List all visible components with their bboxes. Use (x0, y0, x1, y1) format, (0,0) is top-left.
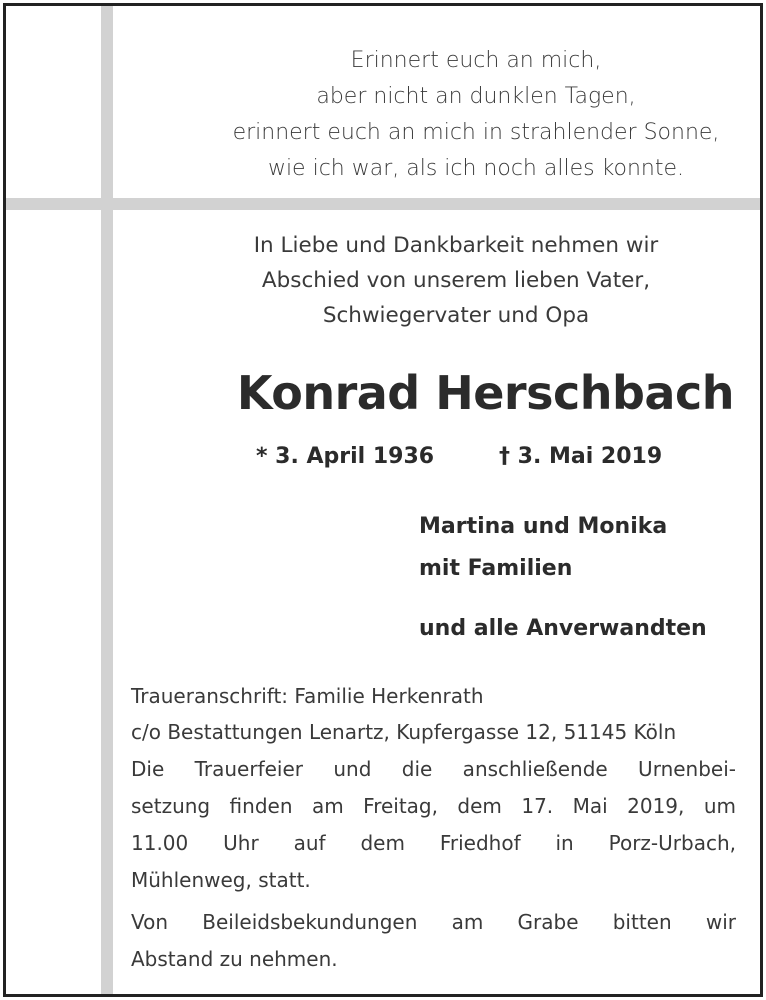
poem (211, 43, 741, 187)
intro-line: Abschied von unserem lieben Vater, (261, 268, 651, 293)
cross-horizontal-bar (6, 198, 760, 210)
poem-line: aber nicht an dunklen Tagen, (316, 84, 636, 109)
condolence-line: Von Beileidsbekundungen am Grabe bitten wir (131, 910, 736, 934)
death-date: † 3. Mai 2019 (499, 444, 663, 469)
life-dates (256, 444, 736, 474)
intro-line: In Liebe und Dankbarkeit nehmen wir (253, 233, 659, 258)
ceremony-line: Mühlenweg, statt. (131, 868, 311, 892)
mourners-line: Martina und Monika (419, 514, 668, 539)
ceremony-info (131, 751, 736, 899)
condolence-note (131, 904, 736, 978)
mourners (419, 506, 667, 590)
ceremony-line: 11.00 Uhr auf dem Friedhof in Porz-Urbach, (131, 831, 736, 855)
ceremony-line: setzung finden am Freitag, dem 17. Mai 2019, um (131, 794, 736, 818)
ceremony-line: Die Trauerfeier und die anschließende Urnenbei- (131, 757, 736, 781)
mourning-address (131, 678, 736, 750)
birth-date: * 3. April 1936 (256, 444, 435, 469)
intro-line: Schwiegervater und Opa (322, 303, 590, 328)
cross-vertical-bar (101, 6, 113, 994)
poem-line: Erinnert euch an mich, (350, 48, 602, 73)
address-line: c/o Bestattungen Lenartz, Kupfergasse 12, 51145 Köln (131, 720, 677, 744)
address-line: Traueranschrift: Familie Herkenrath (131, 684, 484, 708)
poem-line: erinnert euch an mich in strahlender Sonne, (232, 120, 720, 145)
mourners-line: mit Familien (419, 556, 573, 581)
intro-text (231, 228, 681, 333)
condolence-line: Abstand zu nehmen. (131, 947, 338, 971)
obituary-notice (3, 3, 763, 997)
deceased-name: Konrad Herschbach (236, 366, 734, 420)
poem-line: wie ich war, als ich noch alles konnte. (267, 156, 685, 181)
relatives-line: und alle Anverwandten (419, 616, 707, 641)
